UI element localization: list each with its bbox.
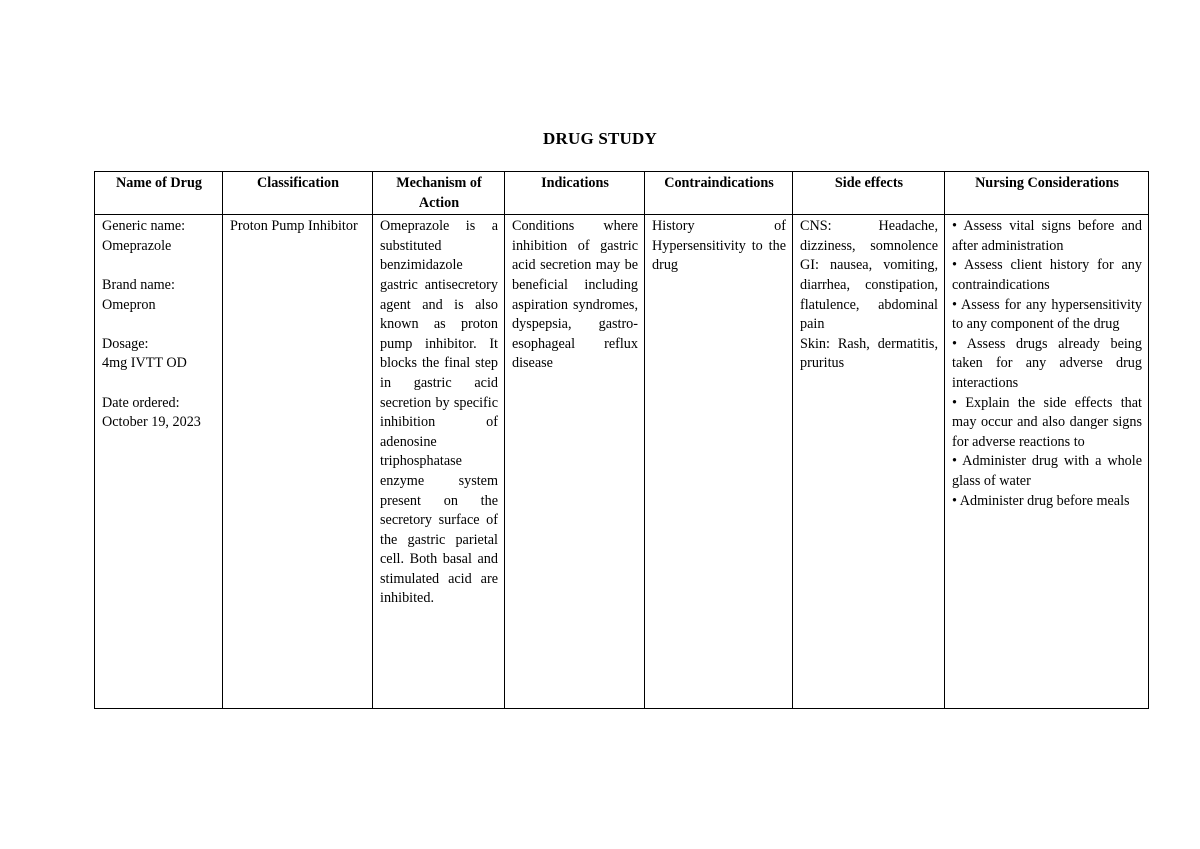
cell-side-effects [793,215,945,709]
side-effects-cns-gi: CNS: Headache, dizziness, somnolence GI: nausea, vomiting, diarrhea, constipation, flatulence, abdominal pain [800,218,938,333]
brand-name-value: Omepron [102,296,156,313]
page-title: DRUG STUDY [543,129,657,148]
dosage-value: 4mg IVTT OD [102,355,187,372]
header-indications: Indications [505,172,645,215]
nursing-item: • Assess vital signs before and after administration [952,218,1142,254]
drug-study-table [94,171,1149,709]
date-ordered-value: October 19, 2023 [102,414,201,431]
table-header-row [95,172,1149,215]
header-side-effects: Side effects [793,172,945,215]
side-effects-skin: Skin: Rash, dermatitis, pruritus [800,335,938,372]
nursing-item: • Assess drugs already being taken for any adverse drug interactions [952,335,1142,391]
nursing-item: • Assess client history for any contraindications [952,257,1142,293]
cell-classification: Proton Pump Inhibitor [223,215,373,709]
generic-name-value: Omeprazole [102,237,172,254]
nursing-item: • Administer drug with a whole glass of water [952,453,1142,489]
header-name-of-drug: Name of Drug [95,172,223,215]
brand-name-label: Brand name: [102,276,175,293]
cell-indications: Conditions where inhibition of gastric acid secretion may be beneficial including aspiration syndromes, dyspepsia, gastro-esophageal reflux disease [505,215,645,709]
generic-name-label: Generic name: [102,218,186,235]
table-row [95,215,1149,709]
cell-contraindications: History of Hypersensitivity to the drug [645,215,793,709]
cell-nursing-considerations [945,215,1149,709]
header-nursing-considerations: Nursing Considerations [945,172,1149,215]
dosage-label: Dosage: [102,335,149,352]
nursing-item: • Explain the side effects that may occur and also danger signs for adverse reactions to [952,394,1142,450]
cell-name-of-drug [95,215,223,709]
nursing-item: • Administer drug before meals [952,492,1130,509]
header-mechanism: Mechanism of Action [373,172,505,215]
nursing-item: • Assess for any hypersensitivity to any component of the drug [952,296,1142,333]
header-classification: Classification [223,172,373,215]
cell-mechanism: Omeprazole is a substituted benzimidazole gastric antisecretory agent and is also known as proton pump inhibitor. It blocks the final step in gastric acid secretion by specific inhibition of adenosine triphosphatase enzyme system present on the secretory surface of the gastric parietal cell. Both basal and stimulated acid are inhibited. [373,215,505,709]
date-ordered-label: Date ordered: [102,394,180,411]
header-contraindications: Contraindications [645,172,793,215]
